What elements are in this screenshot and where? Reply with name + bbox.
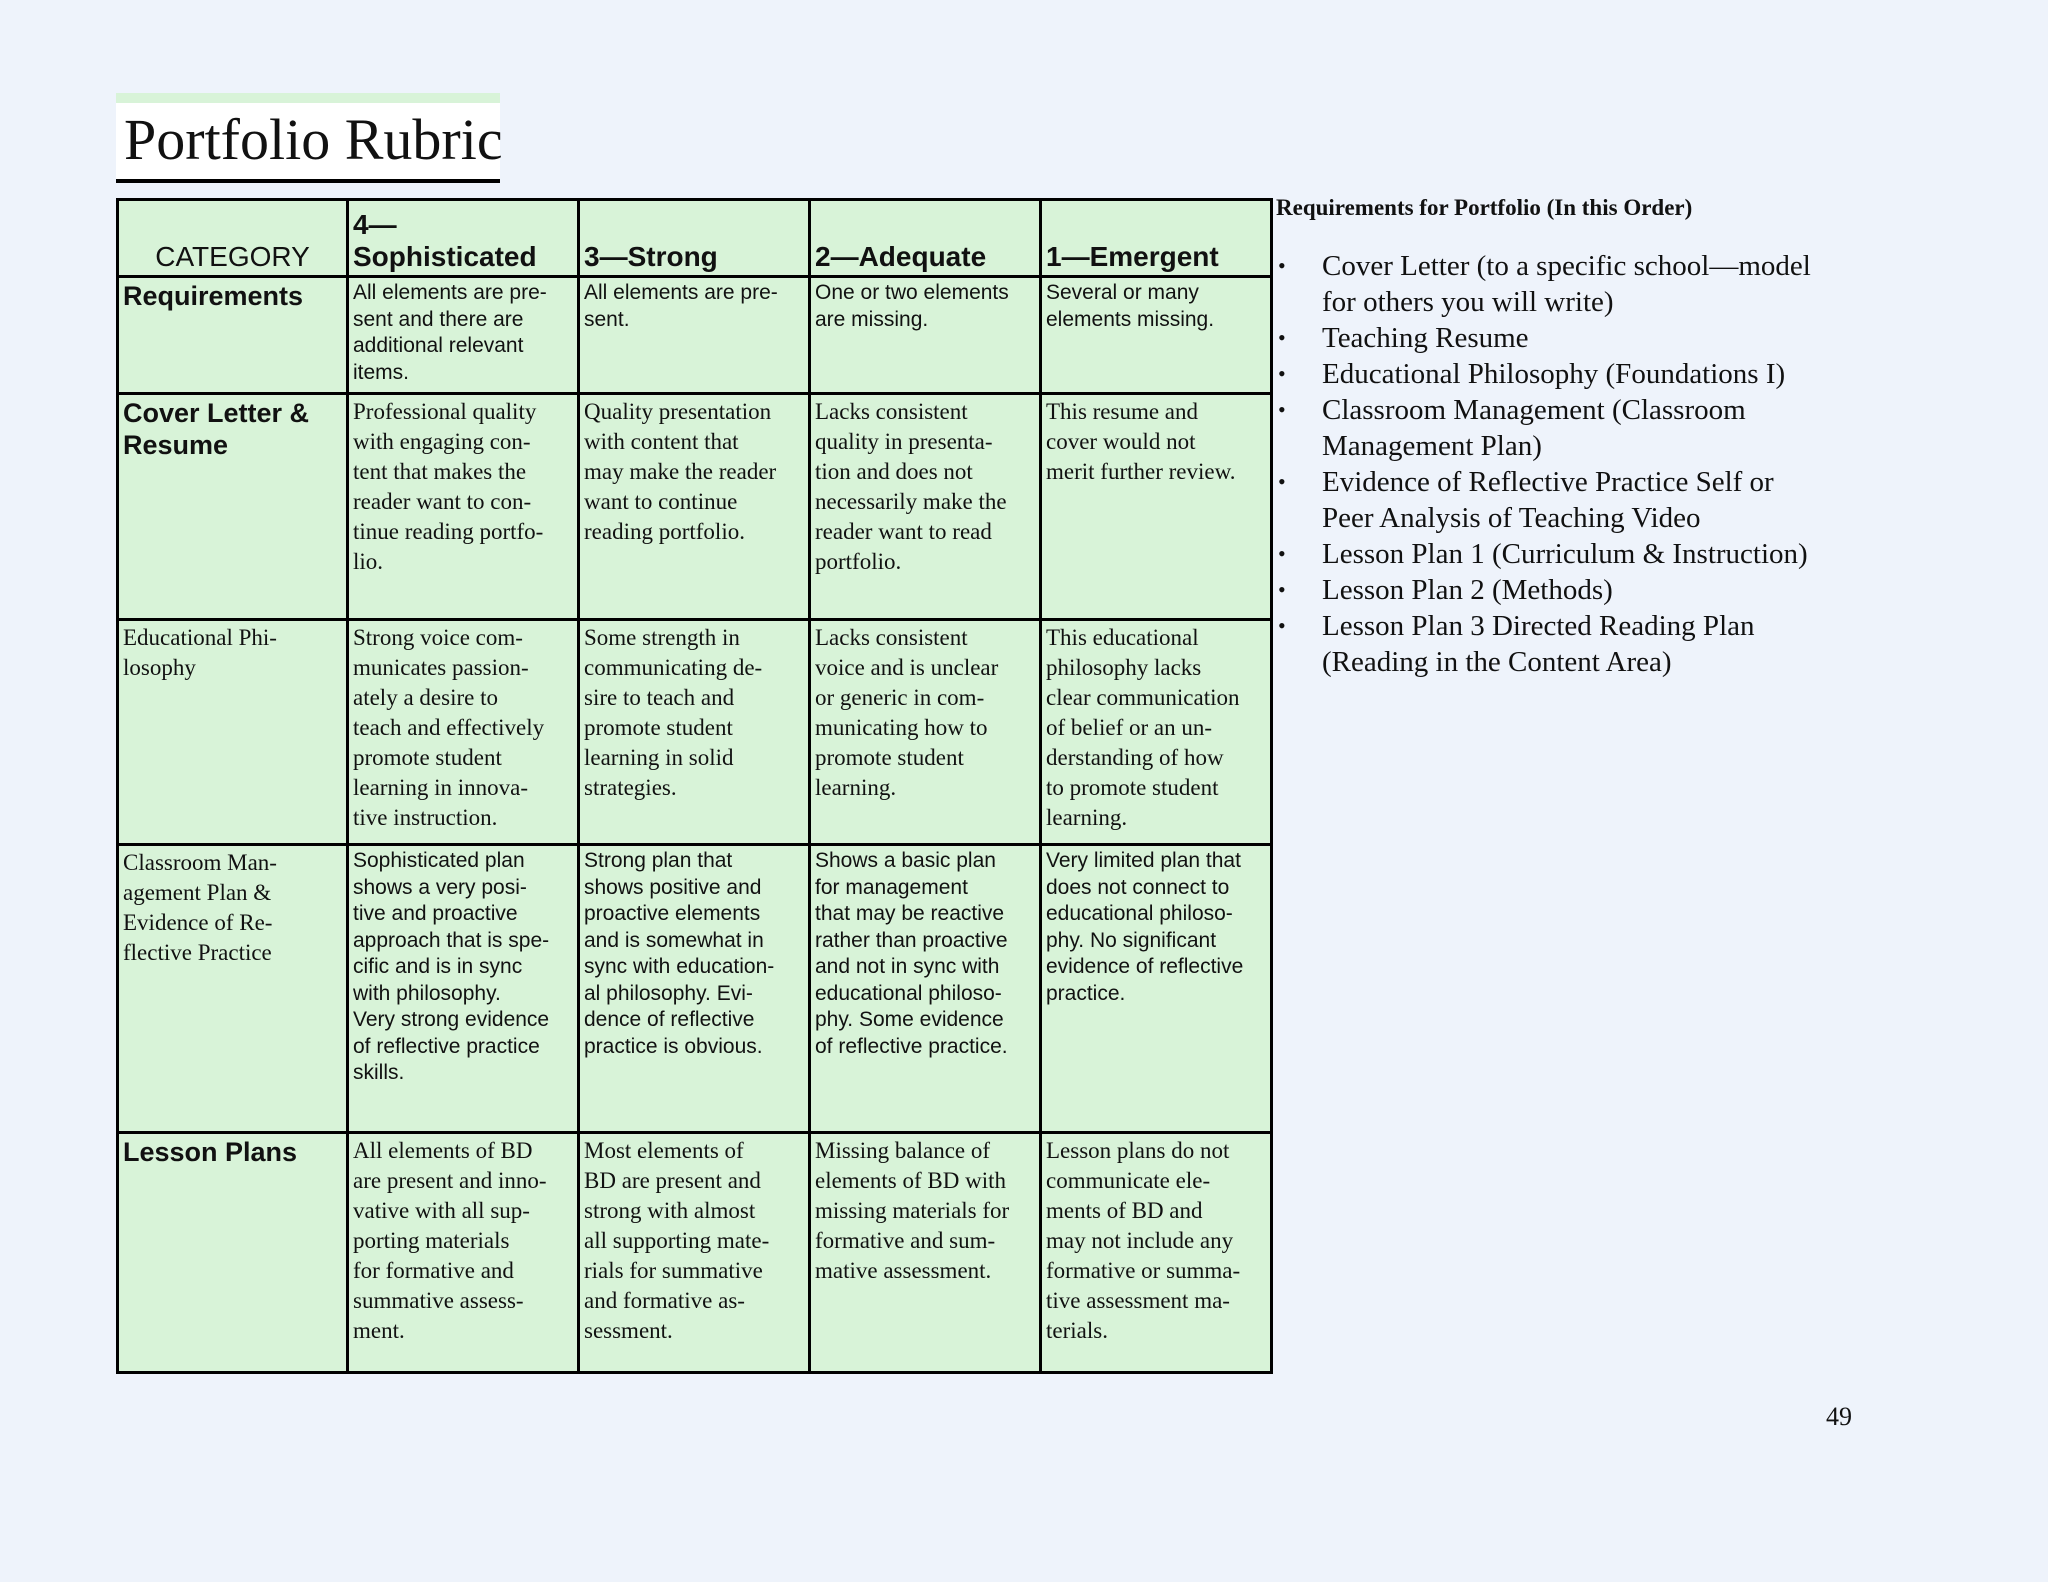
rubric-cell [1041,845,1272,1133]
table-row-cover-letter [118,394,1272,620]
rubric-cell [1041,620,1272,845]
bullet-icon: • [1278,361,1286,386]
row-category [118,394,348,620]
rubric-cell-text: Missing balance of elements of BD with missing materials for formative and sum- mative assessment. [815,1138,1010,1283]
rubric-cell [579,394,810,620]
header-level-3-label: 3—Strong [584,241,718,272]
rubric-cell [1041,277,1272,394]
requirement-text: Lesson Plan 3 Directed Reading Plan (Reading in the Content Area) [1322,610,1755,678]
rubric-cell-text: All elements of BD are present and inno- vative with all sup- porting materials for formative and summative assess- ment. [353,1138,547,1343]
bullet-icon: • [1278,541,1286,566]
header-category-label: CATEGORY [155,241,310,272]
bullet-icon: • [1278,253,1286,278]
row-category [118,620,348,845]
table-row-classroom-management [118,845,1272,1133]
rubric-cell-text: Some strength in communicating de- sire to teach and promote student learning in solid strategies. [584,625,763,800]
rubric-cell-text: Strong voice com- municates passion- ately a desire to teach and effectively promote student learning in innova- tive instruction. [353,625,545,830]
rubric-cell-text: Shows a basic plan for management that may be reactive rather than proactive and not in sync with educational philoso- phy. Some evidence of reflective practice. [815,849,1008,1058]
requirement-text: Lesson Plan 1 (Curriculum & Instruction) [1322,538,1808,570]
requirements-panel [1276,192,1896,680]
rubric-cell [579,277,810,394]
rubric-cell-text: Strong plan that shows positive and proactive elements and is somewhat in sync with education- al philosophy. Evi- dence of reflective practice is obvious. [584,849,775,1058]
row-category-label: Cover Letter & Resume [123,398,310,460]
rubric-cell [810,1133,1041,1373]
rubric-cell-text: Lacks consistent quality in presenta- tion and does not necessarily make the reader want to read portfolio. [815,399,1007,574]
requirement-item [1276,320,1896,356]
rubric-cell [579,620,810,845]
rubric-cell [810,845,1041,1133]
rubric-cell-text: All elements are pre- sent and there are additional relevant items. [353,281,547,384]
rubric-cell [579,845,810,1133]
bullet-icon: • [1278,577,1286,602]
table-row-requirements [118,277,1272,394]
title-banner [116,93,503,183]
requirement-item [1276,572,1896,608]
row-category [118,277,348,394]
row-category-label: Requirements [123,281,304,311]
requirement-item [1276,464,1896,536]
rubric-cell-text: Very limited plan that does not connect to educational philoso- phy. No significant evidence of reflective practice. [1046,849,1244,1005]
header-level-1 [1041,200,1272,277]
row-category [118,845,348,1133]
requirement-text: Teaching Resume [1322,322,1529,354]
rubric-cell-text: Several or many elements missing. [1046,281,1215,331]
rubric-cell [348,845,579,1133]
header-category [118,200,348,277]
header-level-3 [579,200,810,277]
bullet-icon: • [1278,613,1286,638]
header-row [118,200,1272,277]
header-level-2 [810,200,1041,277]
requirement-item [1276,392,1896,464]
table-row-educational-philosophy [118,620,1272,845]
rubric-cell [348,1133,579,1373]
row-category [118,1133,348,1373]
rubric-cell [348,620,579,845]
rubric-table [116,198,1273,1374]
rubric-cell [810,277,1041,394]
page-title: Portfolio Rubric [124,107,503,172]
requirement-item [1276,608,1896,680]
rubric-cell-text: All elements are pre- sent. [584,281,778,331]
page-number: 49 [1826,1402,1852,1431]
rubric-cell [810,620,1041,845]
rubric-cell [348,277,579,394]
bullet-icon: • [1278,397,1286,422]
header-level-4-label: 4— Sophisticated [353,209,537,272]
rubric-cell-text: Most elements of BD are present and strong with almost all supporting mate- rials for summative and formative as- sessment. [584,1138,770,1343]
rubric-cell-text: This educational philosophy lacks clear communication of belief or an un- derstanding of how to promote student learning. [1046,625,1240,830]
rubric-cell-text: Quality presentation with content that may make the reader want to continue reading portfolio. [584,399,777,544]
rubric-cell-text: One or two elements are missing. [815,281,1009,331]
requirements-heading: Requirements for Portfolio (In this Order) [1276,195,1693,220]
row-category-label: Educational Phi- losophy [123,625,277,680]
requirement-item [1276,248,1896,320]
row-category-label: Classroom Man- agement Plan & Evidence of Re- flective Practice [123,850,277,965]
requirement-item [1276,536,1896,572]
rubric-cell [579,1133,810,1373]
requirements-list [1276,248,1896,680]
requirement-text: Cover Letter (to a specific school—model for others you will write) [1322,250,1811,318]
rubric-cell-text: Professional quality with engaging con- tent that makes the reader want to con- tinue reading portfo- lio. [353,399,544,574]
header-level-1-label: 1—Emergent [1046,241,1219,272]
rubric-cell-text: Lesson plans do not communicate ele- ments of BD and may not include any formative or summa- tive assessment ma- terials. [1046,1138,1241,1343]
requirement-text: Educational Philosophy (Foundations I) [1322,358,1786,390]
requirement-text: Classroom Management (Classroom Management Plan) [1322,394,1746,462]
header-level-4 [348,200,579,277]
bullet-icon: • [1278,469,1286,494]
requirement-text: Evidence of Reflective Practice Self or Peer Analysis of Teaching Video [1322,466,1774,534]
rubric-cell-text: Sophisticated plan shows a very posi- tive and proactive approach that is spe- cific and is in sync with philosophy. Very strong evidence of reflective practice skills. [353,849,550,1084]
rubric-cell-text: This resume and cover would not merit further review. [1046,399,1236,484]
header-level-2-label: 2—Adequate [815,241,987,272]
requirement-item [1276,356,1896,392]
table-row-lesson-plans [118,1133,1272,1373]
bullet-icon: • [1278,325,1286,350]
rubric-cell [1041,394,1272,620]
rubric-cell [1041,1133,1272,1373]
rubric-cell [348,394,579,620]
row-category-label: Lesson Plans [123,1137,298,1167]
rubric-cell [810,394,1041,620]
rubric-cell-text: Lacks consistent voice and is unclear or generic in com- municating how to promote student learning. [815,625,999,800]
requirement-text: Lesson Plan 2 (Methods) [1322,574,1613,606]
